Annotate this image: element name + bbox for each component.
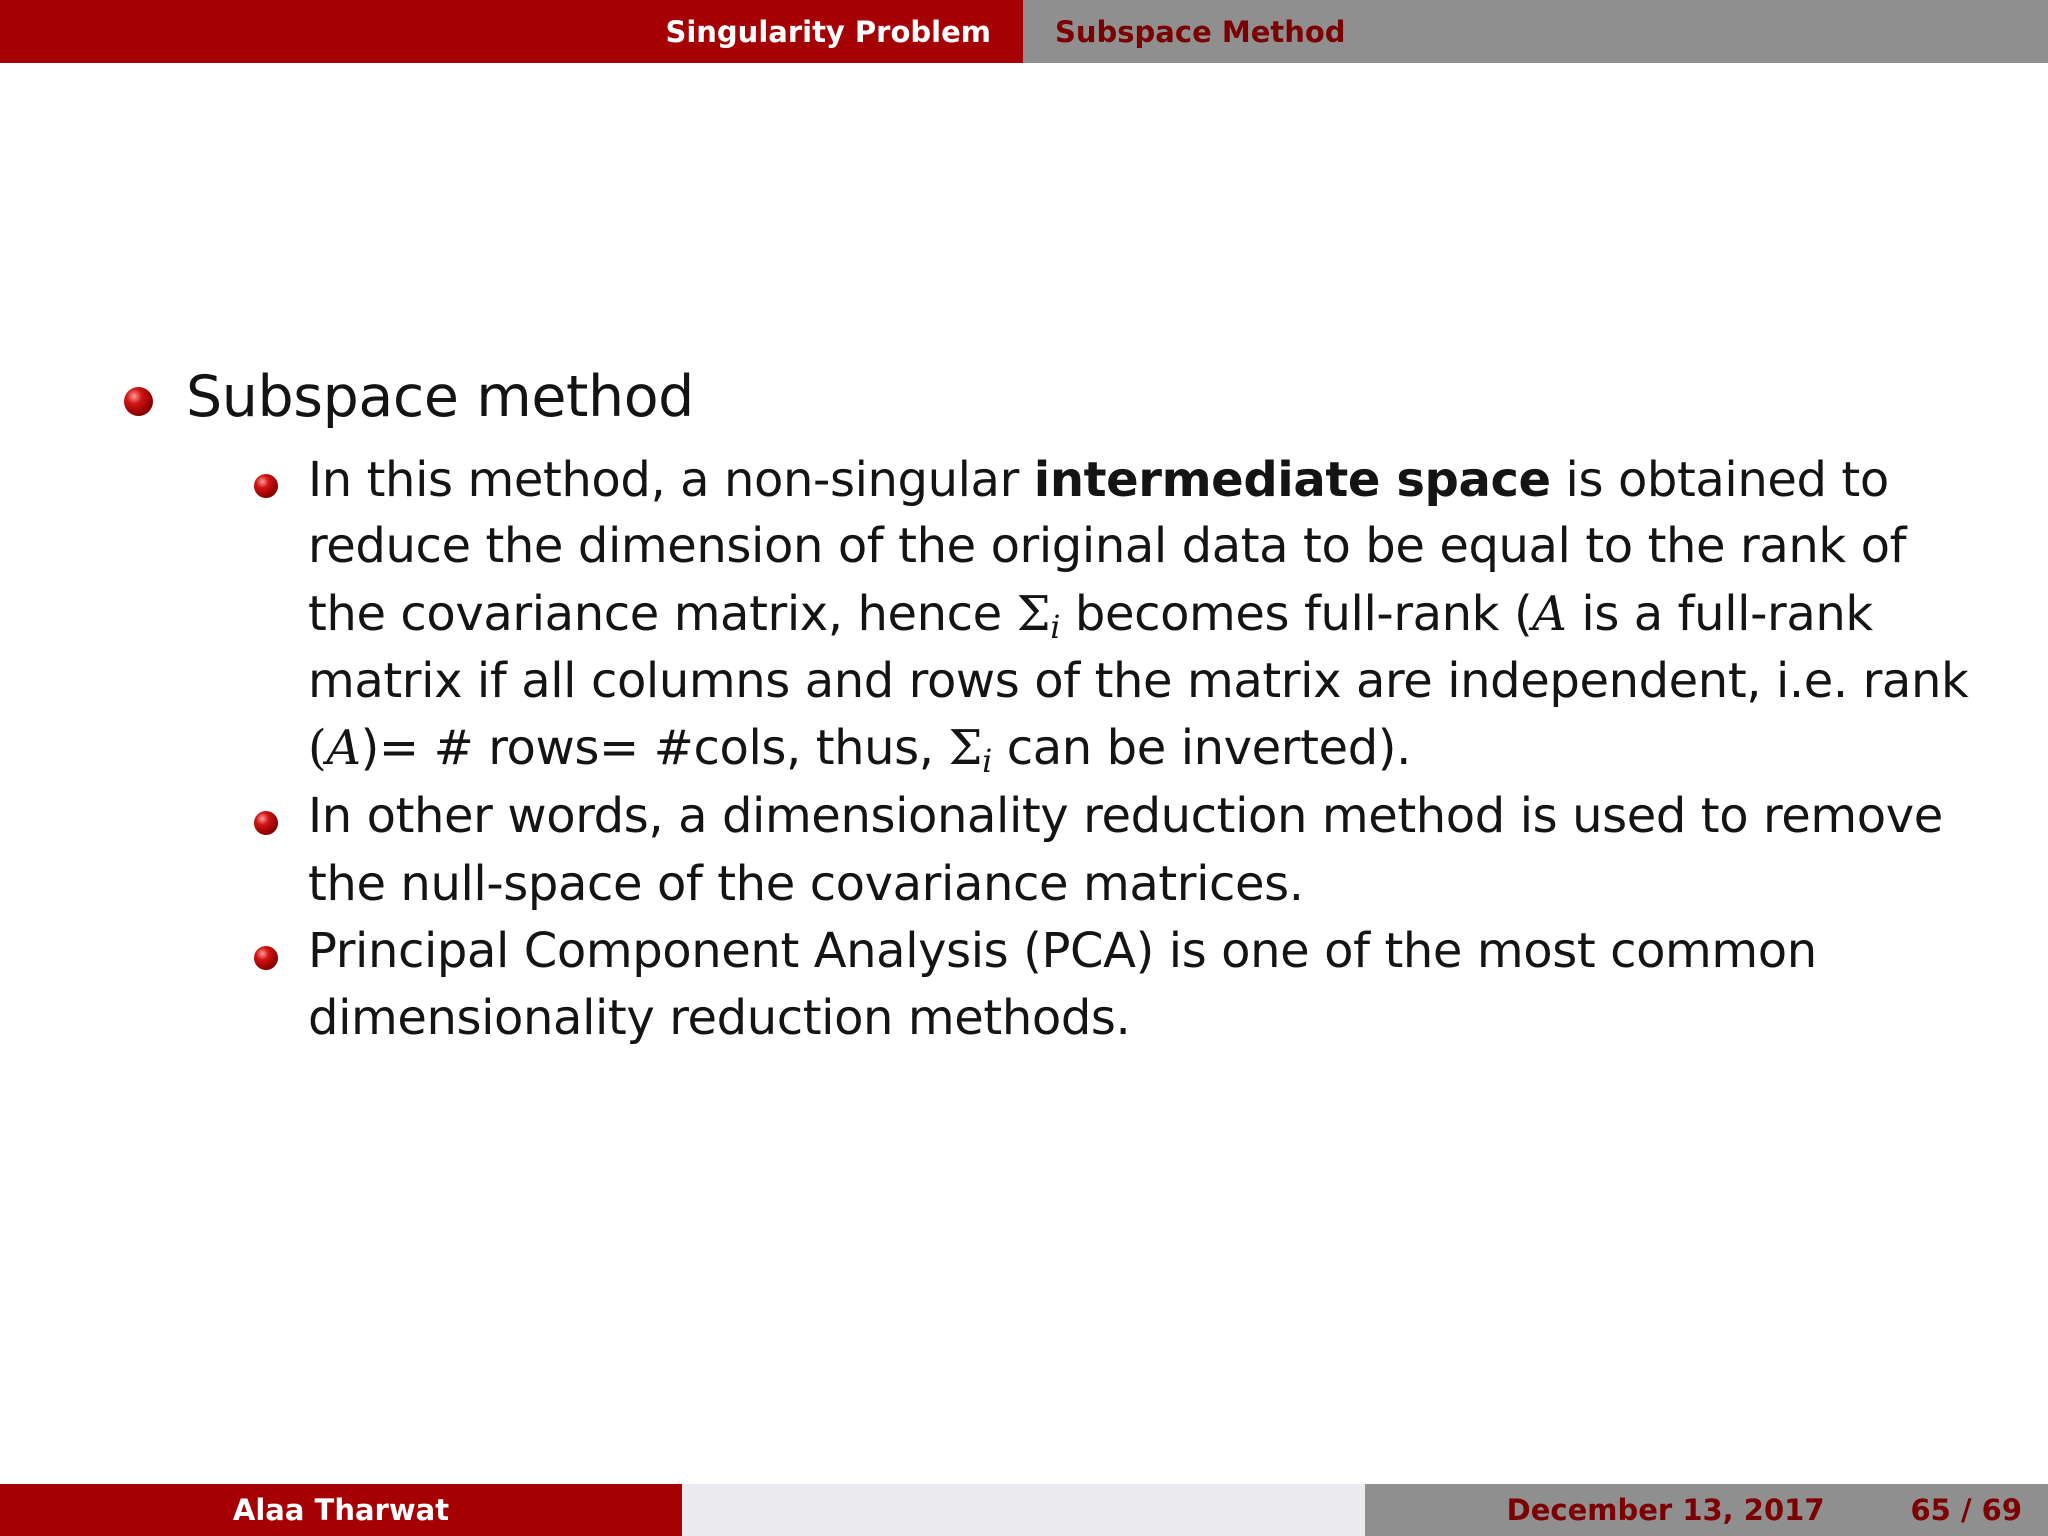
bullet-ball-icon [124, 387, 153, 416]
bullet3-line2: dimensionality reduction methods. [308, 990, 1131, 1046]
text-span: cols, thus, [693, 720, 949, 776]
text-span: ( [308, 720, 327, 776]
nav-section-subspace-method[interactable]: Subspace Method [1055, 14, 1346, 49]
sigma-symbol: Σ [948, 720, 983, 776]
bullet2-line2: the null-space of the covariance matrices. [308, 856, 1304, 912]
footer-date-panel [1365, 1484, 2048, 1536]
text-span: )= # [360, 720, 489, 776]
text-span: can be inverted). [991, 720, 1411, 776]
subscript-i: i [1050, 608, 1061, 646]
bullet3-line1: Principal Component Analysis (PCA) is one of the most common [308, 923, 1817, 979]
subscript-i: i [982, 742, 992, 780]
bullet-ball-icon [254, 811, 278, 835]
footer-page-number: 65 / 69 [1910, 1493, 2022, 1527]
bullet-ball-icon [254, 946, 278, 970]
bullet-ball-icon [254, 474, 278, 498]
bullet1-line5 [308, 720, 1411, 780]
text-span: In this method, a non-singular [308, 452, 1034, 508]
slide-heading: Subspace method [186, 364, 694, 430]
bullet1-line4: matrix if all columns and rows of the matrix are independent, i.e. rank [308, 653, 1969, 709]
bullet2-line1: In other words, a dimensionality reduction method is used to remove [308, 788, 1943, 844]
sigma-symbol: Σ [1016, 586, 1051, 642]
footer-date: December 13, 2017 [1506, 1493, 1825, 1527]
text-span: = # [599, 720, 694, 776]
text-span: rows [488, 720, 599, 776]
nav-section-singularity-problem[interactable]: Singularity Problem [665, 14, 991, 49]
text-span: the covariance matrix, hence [308, 586, 1017, 642]
bullet1-line1 [308, 452, 1889, 508]
variable-a: A [1532, 586, 1567, 642]
text-span: is a full-rank [1566, 586, 1873, 642]
footer-title-panel [682, 1484, 1365, 1536]
text-span: is obtained to [1550, 452, 1889, 508]
bold-term-intermediate-space: intermediate space [1033, 452, 1551, 508]
bullet1-line3 [308, 586, 1873, 646]
footer-author-panel [0, 1484, 682, 1536]
text-span: becomes full-rank ( [1060, 586, 1533, 642]
variable-a: A [326, 720, 361, 776]
footer-bar [0, 1484, 2048, 1536]
bullet1-line2: reduce the dimension of the original data to be equal to the rank of [308, 518, 1907, 574]
footer-author: Alaa Tharwat [232, 1493, 450, 1527]
